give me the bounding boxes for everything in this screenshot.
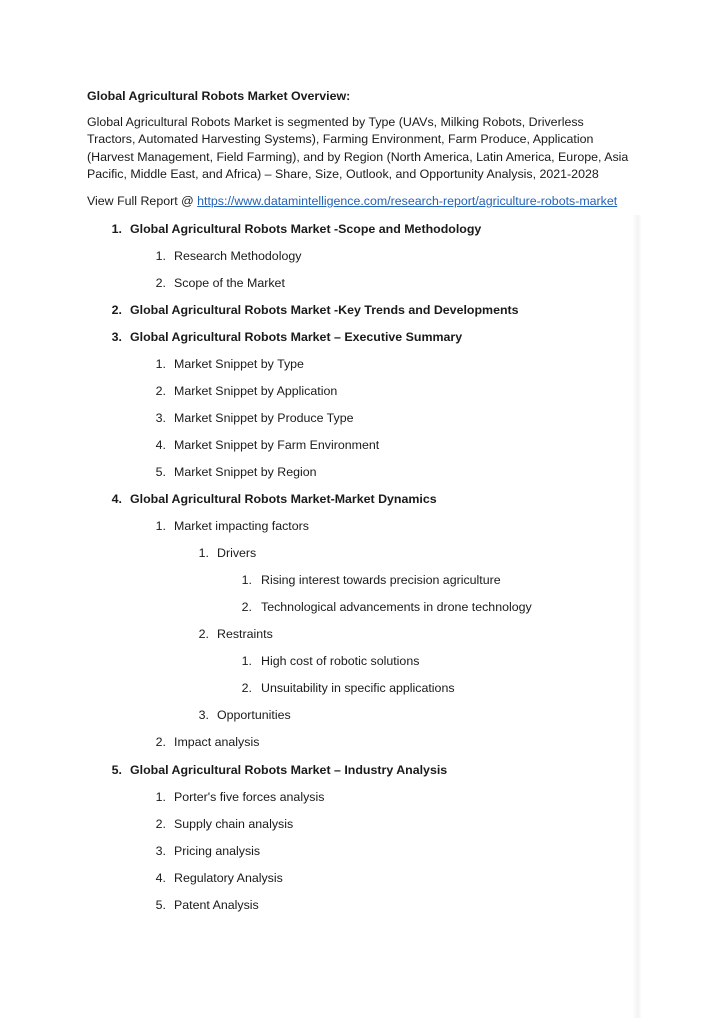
toc-number: 2. (111, 303, 122, 317)
toc-number: 4. (155, 438, 166, 452)
toc-number: 2. (241, 681, 252, 695)
toc-number: 5. (155, 898, 166, 912)
toc-number: 2. (198, 627, 209, 641)
toc-label: Market Snippet by Region (174, 465, 317, 479)
toc-number: 2. (155, 384, 166, 398)
toc-number: 1. (155, 519, 166, 533)
toc-label: Market Snippet by Type (174, 357, 304, 371)
view-report-prefix: View Full Report @ (87, 194, 198, 208)
toc-number: 5. (111, 763, 122, 777)
toc-label: Patent Analysis (174, 898, 259, 912)
toc-label: High cost of robotic solutions (261, 654, 420, 668)
toc-number: 5. (155, 465, 166, 479)
toc-label: Scope of the Market (174, 276, 285, 290)
toc-label: Restraints (217, 627, 273, 641)
toc-number: 1. (198, 546, 209, 560)
toc-label: Global Agricultural Robots Market – Executive Summary (130, 330, 463, 344)
toc-label: Pricing analysis (174, 844, 261, 858)
toc-label: Market Snippet by Farm Environment (174, 438, 380, 452)
toc-number: 3. (198, 708, 209, 722)
toc-number: 1. (155, 357, 166, 371)
document-summary: Global Agricultural Robots Market is segmented by Type (UAVs, Milking Robots, Driverless Tractors, Automated Harvesting Systems), Farming Environment, Farm Produce, Application (Harvest Management, Field Farming), and by Region (North America, Latin America, Europe, Asia Pacific, Middle East, and Africa) – Share, Size, Outlook, and Opportunity Analysis, 2021-2028 (87, 115, 629, 181)
toc-label: Supply chain analysis (174, 817, 294, 831)
toc-label: Global Agricultural Robots Market -Key Trends and Developments (130, 303, 519, 317)
toc-label: Research Methodology (174, 249, 302, 263)
toc-number: 3. (155, 844, 166, 858)
view-report-line (87, 194, 617, 208)
document-title: Global Agricultural Robots Market Overview: (87, 89, 351, 103)
document-body (87, 88, 647, 912)
toc-number: 2. (155, 735, 166, 749)
toc-label: Impact analysis (174, 735, 260, 749)
toc-number: 1. (241, 654, 252, 668)
toc-label: Global Agricultural Robots Market -Scope and Methodology (130, 222, 482, 236)
view-report-link[interactable]: https://www.datamintelligence.com/research-report/agriculture-robots-market (197, 194, 618, 208)
toc-number: 4. (111, 492, 122, 506)
toc-label: Market impacting factors (174, 519, 309, 533)
toc-label: Porter's five forces analysis (174, 790, 325, 804)
toc-label: Unsuitability in specific applications (261, 681, 455, 695)
page-edge-shadow (632, 215, 642, 1018)
toc-label: Drivers (217, 546, 257, 560)
toc-label: Global Agricultural Robots Market – Industry Analysis (130, 763, 448, 777)
toc-number: 1. (155, 790, 166, 804)
toc-number: 4. (155, 871, 166, 885)
toc-label: Market Snippet by Produce Type (174, 411, 354, 425)
toc-label: Technological advancements in drone technology (261, 600, 532, 614)
toc-number: 2. (155, 276, 166, 290)
toc-number: 2. (155, 817, 166, 831)
toc-number: 1. (155, 249, 166, 263)
toc-label: Global Agricultural Robots Market-Market Dynamics (130, 492, 437, 506)
toc-number: 1. (111, 222, 122, 236)
toc-number: 3. (111, 330, 122, 344)
toc-label: Rising interest towards precision agriculture (261, 573, 501, 587)
toc-number: 3. (155, 411, 166, 425)
toc-number: 2. (241, 600, 252, 614)
toc-number: 1. (241, 573, 252, 587)
toc-label: Regulatory Analysis (174, 871, 283, 885)
toc-label: Opportunities (217, 708, 291, 722)
toc-label: Market Snippet by Application (174, 384, 338, 398)
